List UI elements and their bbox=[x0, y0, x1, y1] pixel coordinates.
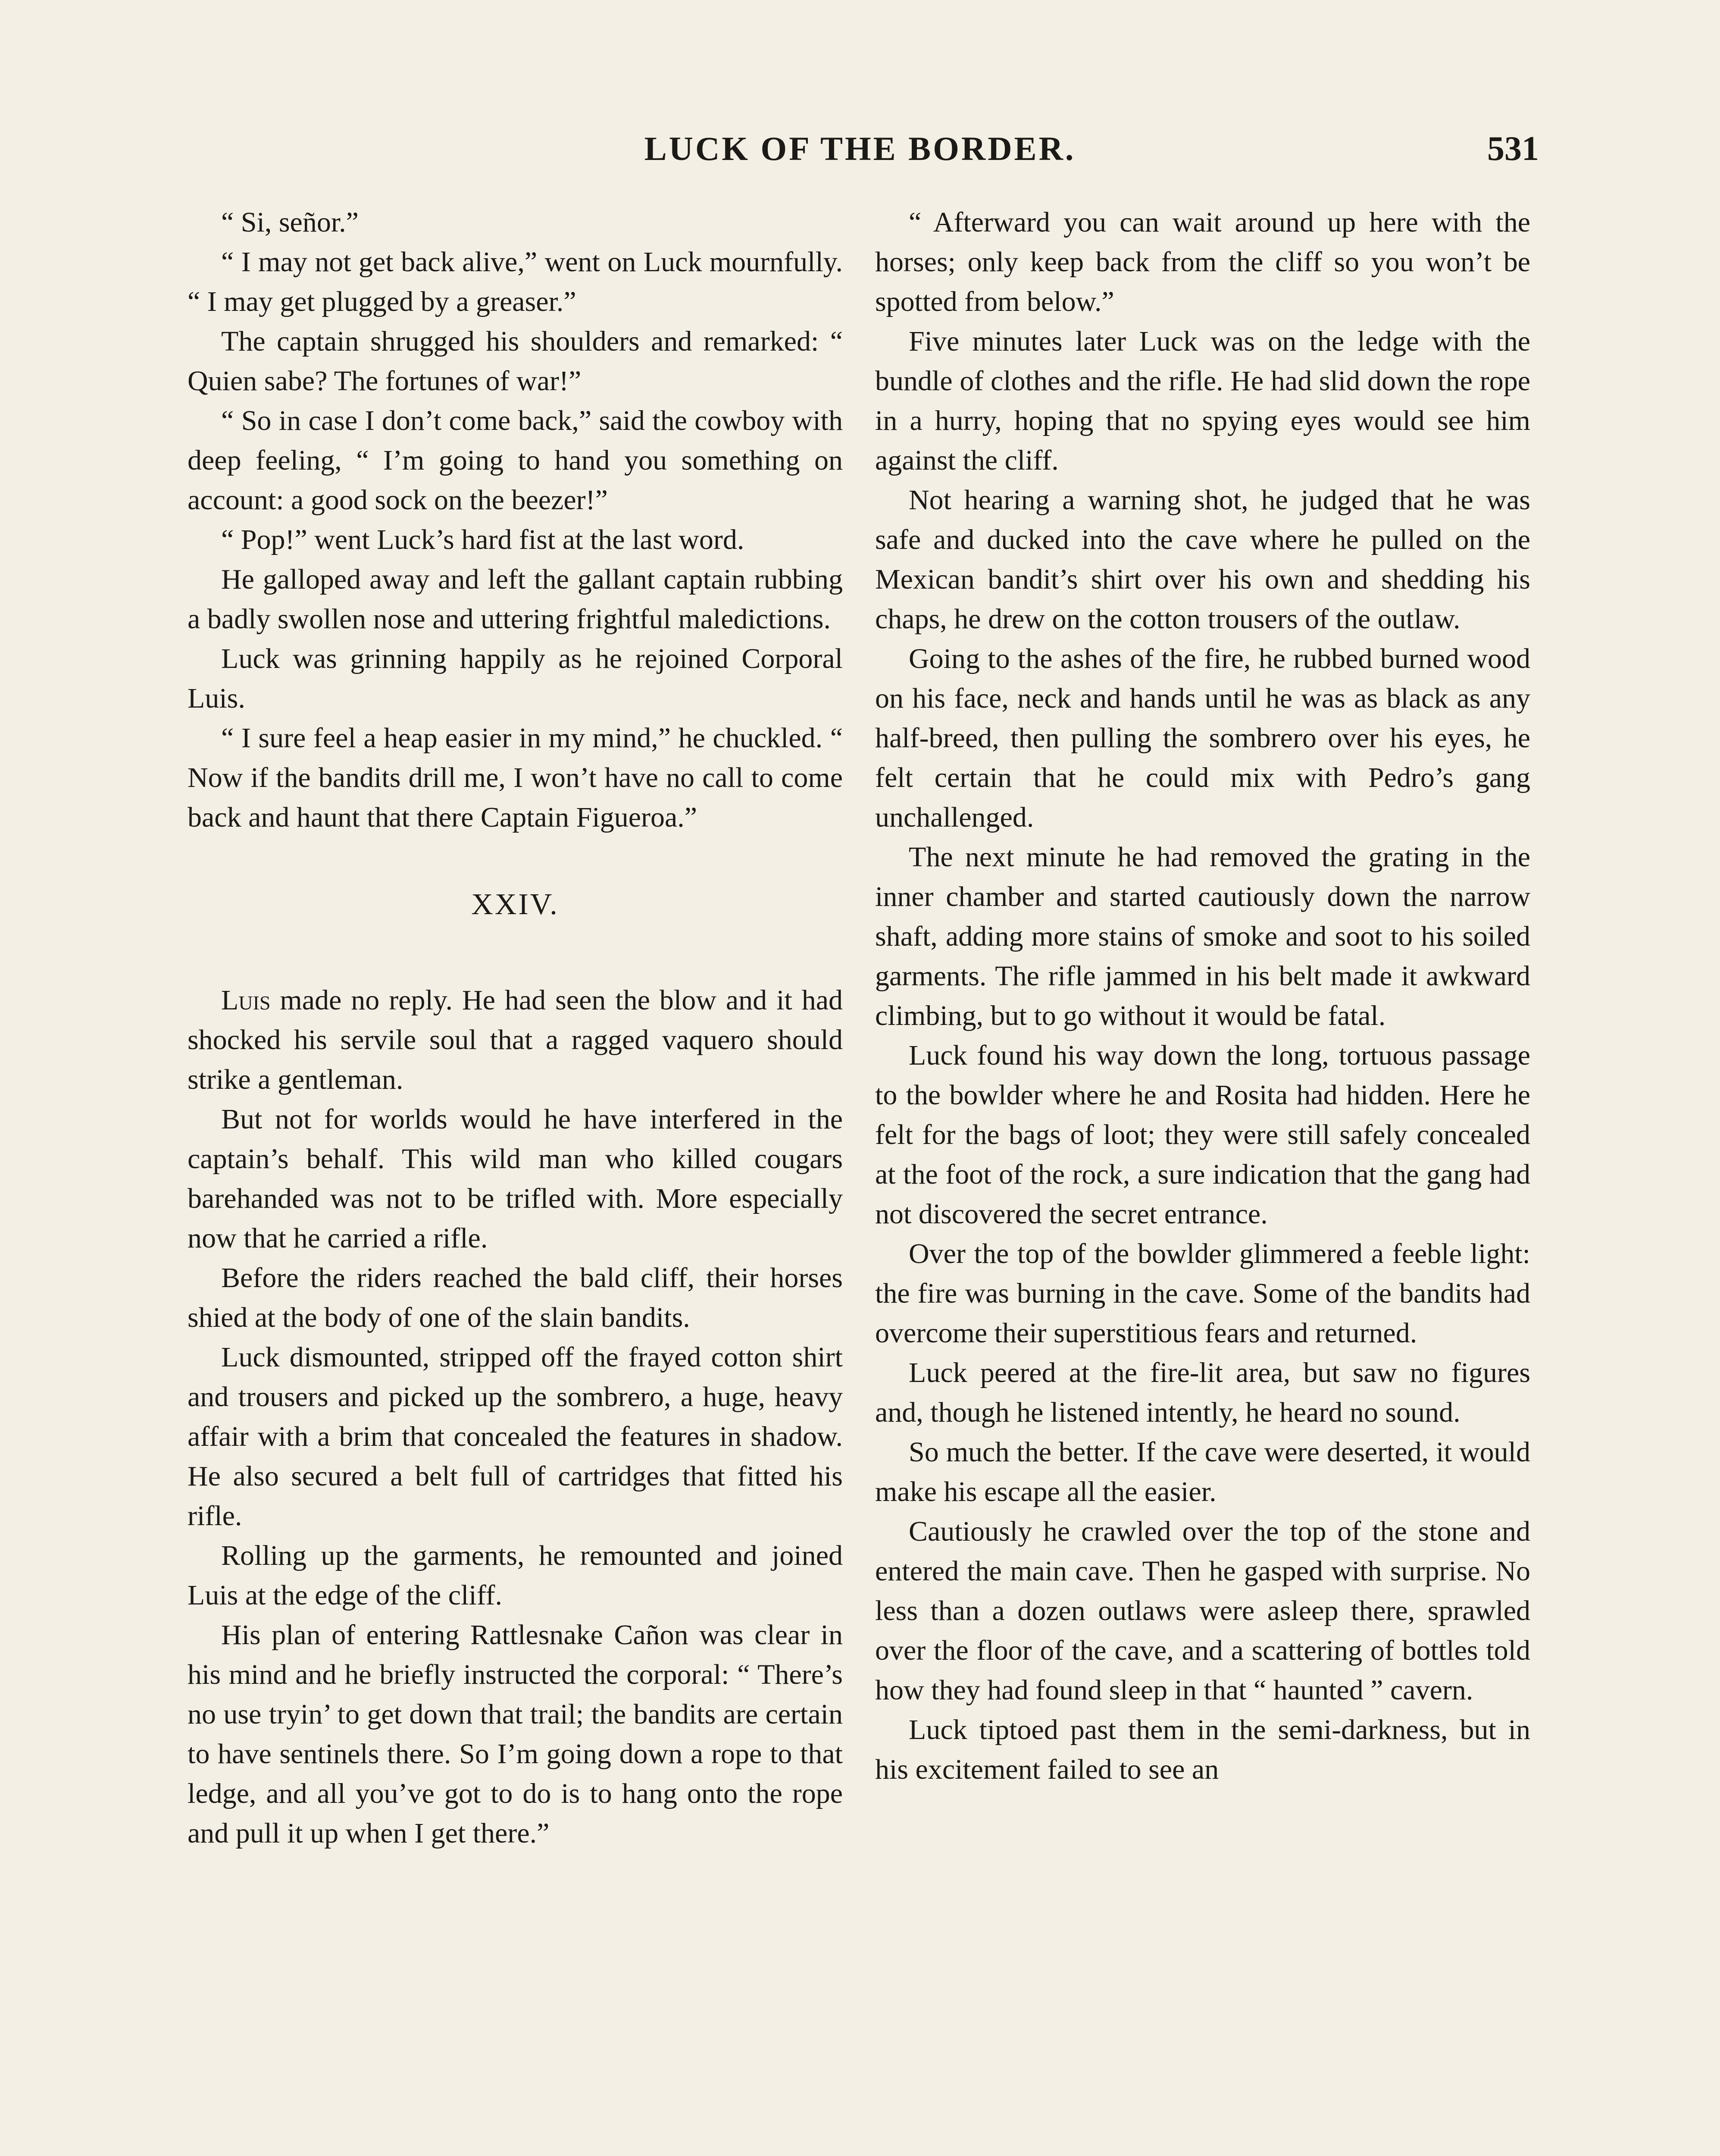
paragraph: Cautiously he crawled over the top of the stone and entered the main cave. Then he gasped with surprise. No less than a dozen outlaws were asleep there, sprawled over the floor of the cave, and a scattering of bottles told how they had found sleep in that “ haunted ” cavern. bbox=[875, 1516, 1530, 1706]
left-column bbox=[188, 203, 843, 1853]
paragraph: The next minute he had removed the grating in the inner chamber and started cautiously down the narrow shaft, adding more stains of smoke and soot to his soiled garments. The rifle jammed in his belt made it awkward climbing, but to go without it would be fatal. bbox=[875, 841, 1530, 1031]
paragraph: Before the riders reached the bald cliff, their horses shied at the body of one of the slain bandits. bbox=[188, 1262, 843, 1333]
page-number: 531 bbox=[1487, 130, 1539, 168]
chapter-opening-word: Luis bbox=[221, 984, 271, 1016]
paragraph: He galloped away and left the gallant captain rubbing a badly swollen nose and uttering frightful maledictions. bbox=[188, 564, 843, 635]
paragraph: Luck was grinning happily as he rejoined Corporal Luis. bbox=[188, 643, 843, 714]
paragraph: Going to the ashes of the fire, he rubbed burned wood on his face, neck and hands until he was as black as any half-breed, then pulling the sombrero over his eyes, he felt certain that he could mix with Pedro’s gang unchallenged. bbox=[875, 643, 1530, 833]
chapter-opening-paragraph bbox=[188, 981, 843, 1100]
chapter-opening-text: made no reply. He had seen the blow and it had shocked his servile soul that a ragged vaquero should strike a gentleman. bbox=[188, 984, 843, 1095]
paragraph: Luck peered at the fire-lit area, but saw no figures and, though he listened intently, he heard no sound. bbox=[875, 1357, 1530, 1428]
paragraph: Luck dismounted, stripped off the frayed cotton shirt and trousers and picked up the sombrero, a huge, heavy affair with a brim that concealed the features in shadow. He also secured a belt full of cartridges that fitted his rifle. bbox=[188, 1341, 843, 1532]
page-header bbox=[181, 129, 1539, 185]
paragraph: “ Pop!” went Luck’s hard fist at the last word. bbox=[221, 524, 744, 555]
paragraph: Not hearing a warning shot, he judged that he was safe and ducked into the cave where he pulled on the Mexican bandit’s shirt over his own and shedding his chaps, he drew on the cotton trousers of the outlaw. bbox=[875, 484, 1530, 635]
paragraph: Rolling up the garments, he remounted and joined Luis at the edge of the cliff. bbox=[188, 1540, 843, 1611]
paragraph: Five minutes later Luck was on the ledge with the bundle of clothes and the rifle. He had slid down the rope in a hurry, hoping that no spying eyes would see him against the cliff. bbox=[875, 326, 1530, 476]
paragraph: So much the better. If the cave were deserted, it would make his escape all the easier. bbox=[875, 1436, 1530, 1507]
paragraph: “ Si, señor.” bbox=[221, 207, 359, 238]
paragraph: But not for worlds would he have interfered in the captain’s behalf. This wild man who killed cougars barehanded was not to be trifled with. More especially now that he carried a rifle. bbox=[188, 1103, 843, 1254]
chapter-heading: XXIV. bbox=[471, 888, 559, 921]
paragraph: The captain shrugged his shoulders and remarked: “ Quien sabe? The fortunes of war!” bbox=[188, 326, 843, 397]
running-title: LUCK OF THE BORDER. bbox=[644, 130, 1076, 167]
paragraph: “ I may not get back alive,” went on Luck mournfully. “ I may get plugged by a greaser.” bbox=[188, 246, 843, 317]
paragraph: “ I sure feel a heap easier in my mind,” he chuckled. “ Now if the bandits drill me, I won’t have no call to come back and haunt that there Captain Figueroa.” bbox=[188, 722, 843, 833]
paragraph: “ Afterward you can wait around up here with the horses; only keep back from the cliff so you won’t be spotted from below.” bbox=[875, 207, 1530, 317]
paragraph: His plan of entering Rattlesnake Cañon was clear in his mind and he briefly instructed the corporal: “ There’s no use tryin’ to get down that trail; the bandits are certain to have sentinels there. So I’m going down a rope to that ledge, and all you’ve got to do is to hang onto the rope and pull it up when I get there.” bbox=[188, 1619, 843, 1849]
paragraph: Over the top of the bowlder glimmered a feeble light: the fire was burning in the cave. Some of the bandits had overcome their superstitious fears and returned. bbox=[875, 1238, 1530, 1349]
paragraph: Luck tiptoed past them in the semi-darkness, but in his excitement failed to see an bbox=[875, 1714, 1530, 1785]
paragraph: Luck found his way down the long, tortuous passage to the bowlder where he and Rosita had hidden. Here he felt for the bags of loot; they were still safely concealed at the foot of the rock, a sure indication that the gang had not discovered the secret entrance. bbox=[875, 1040, 1530, 1230]
paragraph: “ So in case I don’t come back,” said the cowboy with deep feeling, “ I’m going to hand you something on account: a good sock on the beezer!” bbox=[188, 405, 843, 516]
right-column bbox=[875, 203, 1530, 1789]
